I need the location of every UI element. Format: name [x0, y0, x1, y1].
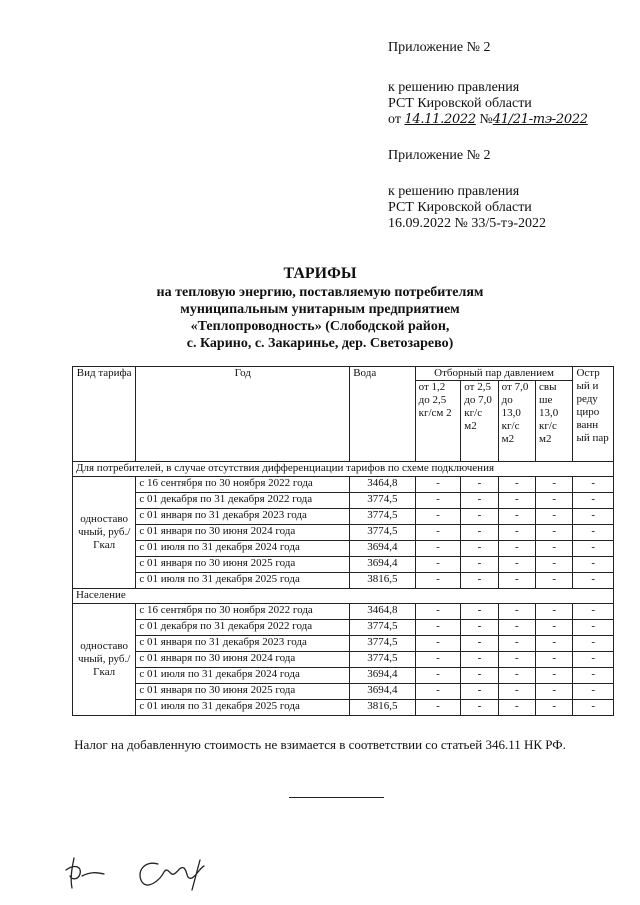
p1-value: -	[415, 700, 461, 716]
period-cell: с 01 января по 30 июня 2025 года	[136, 684, 350, 700]
sharp-value: -	[573, 573, 614, 589]
water-value: 3464,8	[350, 477, 415, 493]
sharp-value: -	[573, 636, 614, 652]
water-value: 3774,5	[350, 509, 415, 525]
authority-line-1: РСТ Кировской области	[388, 96, 532, 111]
appendix-label-2: Приложение № 2	[388, 148, 491, 163]
title-line-3: «Теплопроводность» (Слободской район,	[190, 319, 450, 334]
water-value: 3774,5	[350, 652, 415, 668]
handwritten-date: 14.11.2022	[404, 112, 476, 127]
period-cell: с 01 июля по 31 декабря 2024 года	[136, 668, 350, 684]
p4-value: -	[536, 541, 573, 557]
header-pressure-3: от 7,0 до 13,0 кг/с м2	[498, 381, 535, 462]
period-cell: с 01 января по 30 июня 2025 года	[136, 557, 350, 573]
sharp-value: -	[573, 541, 614, 557]
sharp-value: -	[573, 477, 614, 493]
period-cell: с 01 июля по 31 декабря 2024 года	[136, 541, 350, 557]
p4-value: -	[536, 509, 573, 525]
water-value: 3774,5	[350, 493, 415, 509]
p3-value: -	[498, 652, 535, 668]
p4-value: -	[536, 573, 573, 589]
p4-value: -	[536, 700, 573, 716]
sharp-value: -	[573, 493, 614, 509]
period-cell: с 01 января по 30 июня 2024 года	[136, 525, 350, 541]
p4-value: -	[536, 652, 573, 668]
p2-value: -	[461, 668, 498, 684]
p2-value: -	[461, 493, 498, 509]
p2-value: -	[461, 700, 498, 716]
p3-value: -	[498, 477, 535, 493]
sharp-value: -	[573, 620, 614, 636]
sharp-value: -	[573, 684, 614, 700]
p1-value: -	[415, 620, 461, 636]
p1-value: -	[415, 557, 461, 573]
water-value: 3694,4	[350, 557, 415, 573]
separator-line	[289, 797, 384, 798]
header-pressure-4: свы ше 13,0 кг/с м2	[536, 381, 573, 462]
water-value: 3816,5	[350, 700, 415, 716]
sharp-value: -	[573, 525, 614, 541]
p2-value: -	[461, 541, 498, 557]
section-title-2: Население	[73, 589, 614, 604]
period-cell: с 01 декабря по 31 декабря 2022 года	[136, 620, 350, 636]
tariff-table	[72, 366, 614, 716]
handwritten-number: 41/21-тэ-2022	[492, 112, 588, 127]
p2-value: -	[461, 477, 498, 493]
p4-value: -	[536, 668, 573, 684]
p4-value: -	[536, 684, 573, 700]
tariff-kind-2: одноставо чный, руб./Гкал	[73, 604, 136, 716]
period-cell: с 01 января по 31 декабря 2023 года	[136, 636, 350, 652]
p1-value: -	[415, 477, 461, 493]
water-value: 3694,4	[350, 541, 415, 557]
water-value: 3774,5	[350, 525, 415, 541]
p3-value: -	[498, 509, 535, 525]
number-label: №	[479, 112, 493, 127]
water-value: 3816,5	[350, 573, 415, 589]
p1-value: -	[415, 493, 461, 509]
p3-value: -	[498, 636, 535, 652]
p4-value: -	[536, 620, 573, 636]
water-value: 3694,4	[350, 684, 415, 700]
p2-value: -	[461, 652, 498, 668]
p4-value: -	[536, 477, 573, 493]
handwritten-signature	[60, 850, 220, 894]
p2-value: -	[461, 525, 498, 541]
p3-value: -	[498, 700, 535, 716]
p2-value: -	[461, 604, 498, 620]
header-water: Вода	[350, 367, 415, 462]
p3-value: -	[498, 493, 535, 509]
p1-value: -	[415, 668, 461, 684]
p1-value: -	[415, 684, 461, 700]
period-cell: с 01 июля по 31 декабря 2025 года	[136, 573, 350, 589]
p1-value: -	[415, 604, 461, 620]
p1-value: -	[415, 509, 461, 525]
decision-line-1: к решению правления	[388, 80, 520, 95]
tariff-kind-1: одноставо чный, руб./Гкал	[73, 477, 136, 589]
p4-value: -	[536, 636, 573, 652]
p1-value: -	[415, 525, 461, 541]
p4-value: -	[536, 604, 573, 620]
title-line-2: муниципальным унитарным предприятием	[180, 302, 460, 317]
period-cell: с 16 сентября по 30 ноября 2022 года	[136, 477, 350, 493]
p4-value: -	[536, 525, 573, 541]
water-value: 3774,5	[350, 636, 415, 652]
section-title-1: Для потребителей, в случае отсутствия дифференциации тарифов по схеме подключения	[73, 462, 614, 477]
title-line-1: на тепловую энергию, поставляемую потребителям	[156, 285, 484, 300]
p1-value: -	[415, 541, 461, 557]
p4-value: -	[536, 493, 573, 509]
authority-line-2: РСТ Кировской области	[388, 200, 532, 215]
p3-value: -	[498, 573, 535, 589]
sharp-value: -	[573, 604, 614, 620]
sharp-value: -	[573, 652, 614, 668]
p1-value: -	[415, 652, 461, 668]
title-line-4: с. Карино, с. Закаринье, дер. Светозарево)	[186, 336, 454, 351]
vat-footnote: Налог на добавленную стоимость не взимается в соответствии со статьей 346.11 НК РФ.	[74, 737, 566, 752]
p3-value: -	[498, 620, 535, 636]
from-label: от	[388, 112, 401, 127]
sharp-value: -	[573, 668, 614, 684]
p4-value: -	[536, 557, 573, 573]
document-title	[0, 264, 640, 352]
header-steam: Отборный пар давлением	[415, 367, 573, 381]
header-pressure-2: от 2,5 до 7,0 кг/с м2	[461, 381, 498, 462]
p3-value: -	[498, 604, 535, 620]
p1-value: -	[415, 573, 461, 589]
water-value: 3694,4	[350, 668, 415, 684]
decision-date-number-1	[388, 112, 588, 128]
sharp-value: -	[573, 700, 614, 716]
header-pressure-1: от 1,2 до 2,5 кг/см 2	[415, 381, 461, 462]
water-value: 3774,5	[350, 620, 415, 636]
period-cell: с 01 января по 31 декабря 2023 года	[136, 509, 350, 525]
p2-value: -	[461, 573, 498, 589]
p2-value: -	[461, 620, 498, 636]
p3-value: -	[498, 541, 535, 557]
period-cell: с 01 июля по 31 декабря 2025 года	[136, 700, 350, 716]
p3-value: -	[498, 684, 535, 700]
p3-value: -	[498, 668, 535, 684]
title-main: ТАРИФЫ	[283, 265, 357, 282]
p2-value: -	[461, 509, 498, 525]
appendix-label-1: Приложение № 2	[388, 40, 491, 55]
p3-value: -	[498, 557, 535, 573]
period-cell: с 16 сентября по 30 ноября 2022 года	[136, 604, 350, 620]
period-cell: с 01 декабря по 31 декабря 2022 года	[136, 493, 350, 509]
water-value: 3464,8	[350, 604, 415, 620]
p3-value: -	[498, 525, 535, 541]
header-sharp-steam: Остр ый и реду циро ванн ый пар	[573, 367, 614, 462]
p1-value: -	[415, 636, 461, 652]
period-cell: с 01 января по 30 июня 2024 года	[136, 652, 350, 668]
header-kind: Вид тарифа	[73, 367, 136, 462]
p2-value: -	[461, 557, 498, 573]
p2-value: -	[461, 636, 498, 652]
sharp-value: -	[573, 509, 614, 525]
p2-value: -	[461, 684, 498, 700]
decision-line-2: к решению правления	[388, 184, 520, 199]
sharp-value: -	[573, 557, 614, 573]
header-year: Год	[136, 367, 350, 462]
decision-date-number-2: 16.09.2022 № 33/5-тэ-2022	[388, 216, 547, 231]
